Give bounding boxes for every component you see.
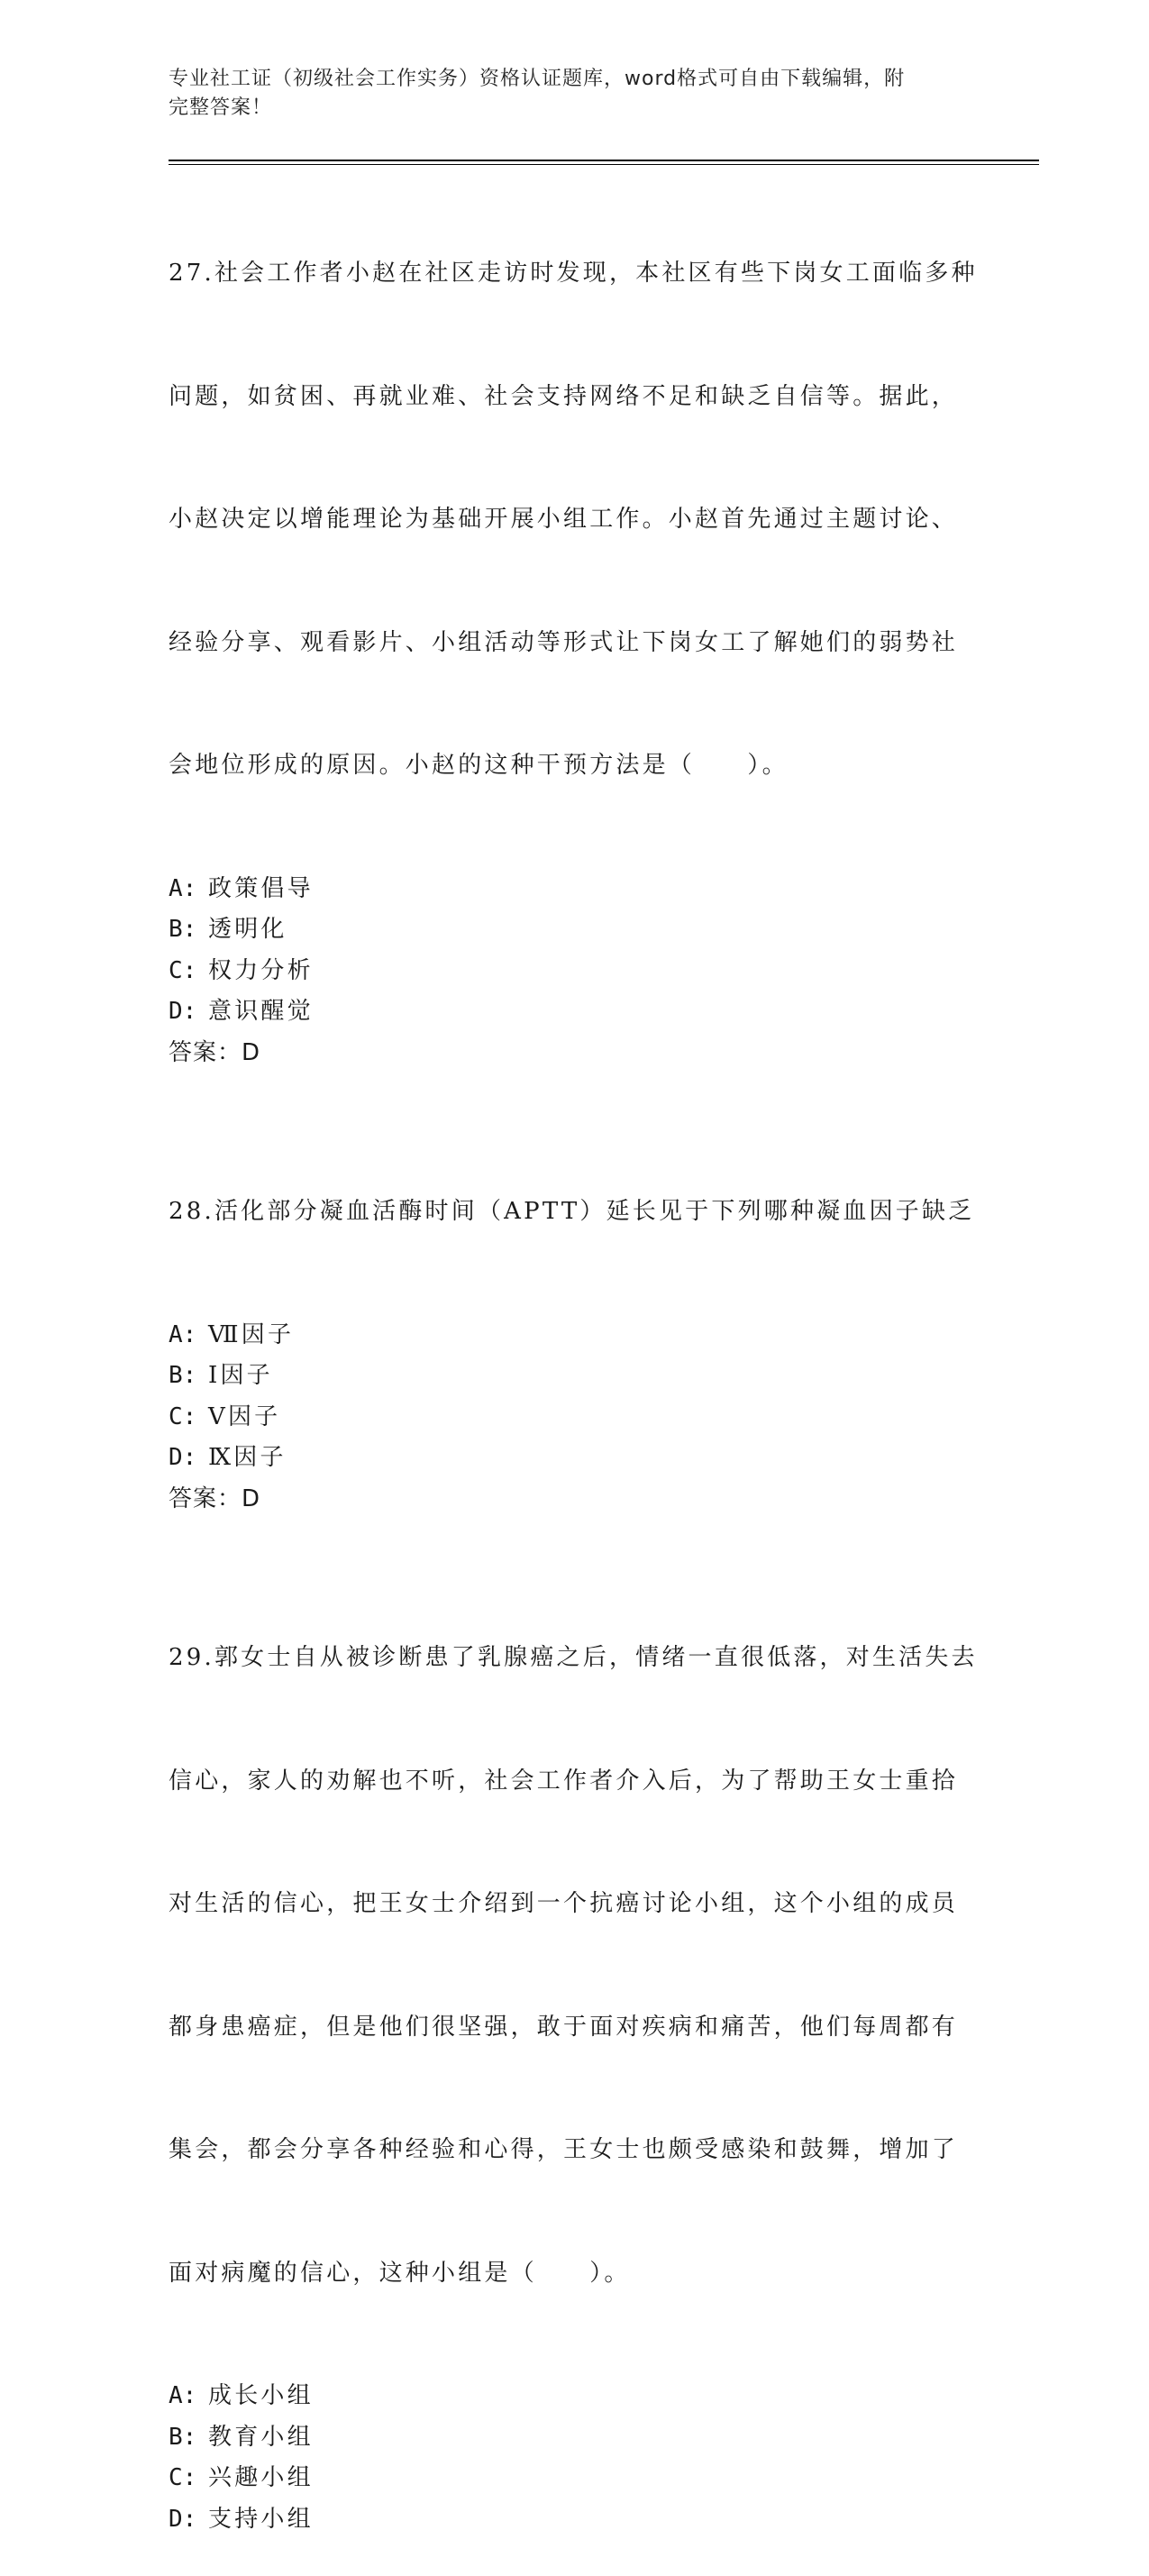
option-text: 权力分析 [208,956,314,984]
option-text: Ⅸ因子 [208,1444,287,1471]
question-text [169,1110,980,1315]
option-text: Ⅴ因子 [208,1402,281,1430]
option-letter: D: [169,2505,197,2533]
option-text: 教育小组 [208,2423,314,2451]
option-letter: B: [169,2423,197,2451]
header-rule-thick [169,160,1039,161]
answer-line: 答案：D [169,1038,261,1066]
option-b [169,1356,980,1397]
option-d [169,1438,980,1479]
option-c [169,951,980,992]
option-letter: C: [169,2464,197,2491]
option-text: 成长小组 [208,2382,314,2409]
option-letter: D: [169,998,197,1025]
question-line: 面对病魔的信心，这种小组是（ ）。 [169,2259,631,2287]
option-list [169,2376,980,2540]
option-text: 兴趣小组 [208,2464,314,2491]
question-line: 经验分享、观看影片、小组活动等形式让下岗女工了解她们的弱势社 [169,628,959,656]
question-text [169,171,980,869]
option-a [169,869,980,910]
question-list [169,171,980,2576]
option-list [169,1315,980,1479]
question-line: 信心，家人的劝解也不听，社会工作者介入后，为了帮助王女士重拾 [169,1767,959,1795]
option-letter: C: [169,956,197,984]
question-line: 会地位形成的原因。小赵的这种干预方法是（ ）。 [169,752,789,779]
option-letter: A: [169,874,197,902]
question-line: 29.郭女士自从被诊断患了乳腺癌之后，情绪一直很低落，对生活失去 [169,1644,978,1671]
question-28 [169,1110,980,1520]
document-header [169,65,962,123]
question-27 [169,171,980,1073]
option-c [169,2458,980,2499]
question-29 [169,1556,980,2540]
option-letter: B: [169,1362,197,1389]
option-a [169,2376,980,2417]
option-text: 政策倡导 [208,874,314,902]
header-rule-thin [169,164,1039,165]
answer-line: 答案：D [169,1484,261,1512]
question-text [169,1556,980,2376]
question-line: 集会，都会分享各种经验和心得，王女士也颇受感染和鼓舞，增加了 [169,2136,959,2163]
option-letter: C: [169,1402,197,1430]
option-letter: A: [169,2382,197,2409]
question-line: 都身患癌症，但是他们很坚强，敢于面对疾病和痛苦，他们每周都有 [169,2013,959,2041]
header-line-2: 完整答案！ [169,96,273,119]
option-letter: D: [169,1444,197,1471]
option-d [169,991,980,1033]
option-letter: A: [169,1320,197,1348]
option-letter: B: [169,916,197,943]
option-b [169,909,980,951]
option-d [169,2499,980,2541]
option-c [169,1397,980,1439]
header-line-1: 专业社工证（初级社会工作实务）资格认证题库，word格式可自由下载编辑，附 [169,68,906,90]
option-a [169,1315,980,1357]
option-text: 透明化 [208,916,287,943]
option-list [169,869,980,1033]
question-line: 对生活的信心，把王女士介绍到一个抗癌讨论小组，这个小组的成员 [169,1890,959,1917]
question-line: 小赵决定以增能理论为基础开展小组工作。小赵首先通过主题讨论、 [169,506,959,533]
option-text: Ⅶ因子 [208,1320,295,1348]
option-text: 支持小组 [208,2505,314,2533]
option-text: Ⅰ因子 [208,1362,273,1389]
question-line: 27.社会工作者小赵在社区走访时发现，本社区有些下岗女工面临多种 [169,260,978,287]
option-text: 意识醒觉 [208,998,314,1025]
question-line: 28.活化部分凝血活酶时间（APTT）延长见于下列哪种凝血因子缺乏 [169,1198,975,1225]
option-b [169,2417,980,2459]
question-line: 问题，如贫困、再就业难、社会支持网络不足和缺乏自信等。据此， [169,382,959,410]
